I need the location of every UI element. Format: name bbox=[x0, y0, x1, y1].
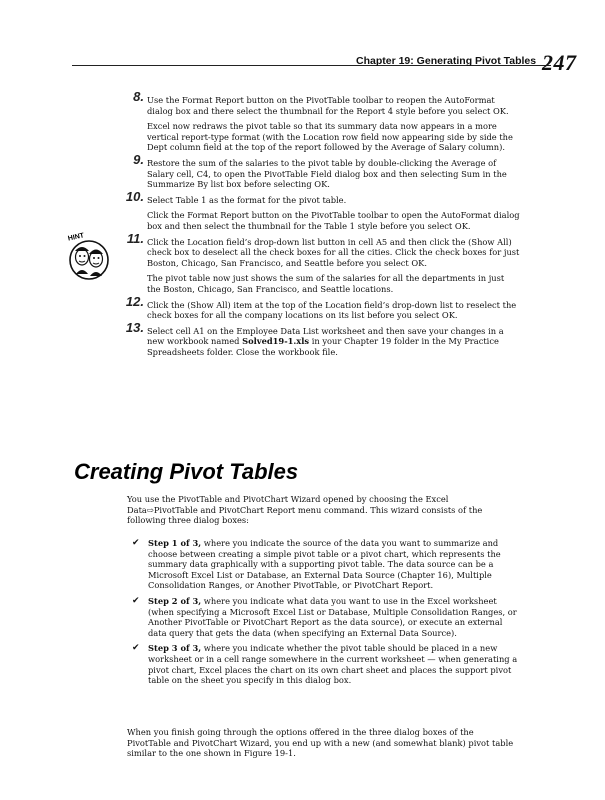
intro-paragraph: You use the PivotTable and PivotChart Wizard opened by choosing the Excel Data⇨PivotTable and PivotChart Report menu command. This wizard consists of the following three dialog boxes: bbox=[127, 494, 483, 526]
step-text: Use the Format Report button on the PivotTable toolbar to reopen the AutoFormat dialog box and there select the thumbnail for the Report 4 style before you select OK. bbox=[147, 95, 509, 116]
step-number: 8. bbox=[133, 89, 144, 104]
step-13 bbox=[120, 319, 520, 358]
list-item-text: where you indicate the source of the data you want to summarize and choose between creating a simple pivot table or a pivot chart, which represents the summary data graphically with a supporting pivot table. The data source can be a Microsoft Excel List or Database, an External Data Source (Chapter 16), Multiple Consolidation Ranges, or Another PivotTable, or PivotChart Report. bbox=[148, 538, 501, 591]
step-number: 10. bbox=[125, 188, 144, 204]
list-item-label: Step 3 of 3, bbox=[148, 643, 202, 654]
page-number: 247 bbox=[542, 50, 577, 75]
step-text: Click the (Show All) item at the top of the Location field’s drop-down list to reselect the check boxes for all the company locations on its list before you select OK. bbox=[147, 299, 517, 321]
step-number: 11. bbox=[126, 230, 144, 246]
step-text: Restore the sum of the salaries to the pivot table by double-clicking the Average of Salary cell, C4, to open the PivotTable Field dialog box and then selecting Sum in the Summarize By list box before selecting OK. bbox=[147, 157, 507, 190]
step-number: 9. bbox=[133, 151, 144, 167]
list-item-label: Step 1 of 3, bbox=[148, 538, 202, 548]
step-text: Excel now redraws the pivot table so that its summary data now appears in a more vertical report-type format (with the Location row field now appearing side by side the Dept column field at the top of the report followed by the Average of Salary column). bbox=[147, 121, 513, 153]
checkmark-icon: ✔ bbox=[132, 538, 140, 548]
numbered-steps bbox=[120, 89, 520, 362]
checkmark-icon: ✔ bbox=[132, 595, 140, 606]
list-item bbox=[132, 596, 520, 638]
closing-paragraph: When you finish going through the options offered in the three dialog boxes of the PivotTable and PivotChart Wizard, you end up with a new (and somewhat blank) pivot table similar to the one shown in Figure 19-1. bbox=[127, 727, 514, 759]
list-item-text: where you indicate what data you want to use in the Excel worksheet (when specifying a Microsoft Excel List or Database, Multiple Consolidation Ranges, or Another PivotTable or PivotChart Report as the data source), or execute an external data query that gets the data (when specifying an External Data Source). bbox=[148, 595, 517, 638]
list-item bbox=[132, 538, 520, 591]
section-title: Creating Pivot Tables bbox=[74, 459, 299, 484]
chapter-title: Chapter 19: Generating Pivot Tables bbox=[356, 55, 537, 67]
step-text: The pivot table now just shows the sum of the salaries for all the departments in just the Boston, Chicago, San Francisco, and Seattle locations. bbox=[147, 273, 505, 294]
step-12 bbox=[120, 293, 520, 321]
hint-label: HINT bbox=[67, 232, 85, 243]
list-item bbox=[132, 643, 520, 685]
step-number: 12. bbox=[125, 293, 144, 309]
step-text bbox=[147, 326, 520, 358]
step-8 bbox=[120, 89, 520, 153]
step-text-part: Select cell A1 on the Employee Data List worksheet and then save your changes in a new workbook named bbox=[147, 325, 504, 347]
wizard-steps-list bbox=[132, 538, 520, 691]
step-text-part: in your Chapter 19 folder in the My Practice Spreadsheets folder. Close the workbook file. bbox=[147, 336, 499, 357]
step-text: Click the Format Report button on the PivotTable toolbar to open the AutoFormat dialog box and then select the thumbnail for the Table 1 style before you select OK. bbox=[147, 210, 520, 231]
step-text: Select Table 1 as the format for the pivot table. bbox=[147, 194, 347, 205]
step-text: Click the Location field’s drop-down list button in cell A5 and then click the (Show All) check box to deselect all the check boxes for all the cities. Click the check boxes for just Boston, Chicago, San Francisco, and Seattle before you select OK. bbox=[147, 236, 520, 268]
list-item-label: Step 2 of 3, bbox=[148, 595, 202, 606]
step-9 bbox=[120, 151, 520, 190]
step-number: 13. bbox=[125, 319, 144, 335]
checkmark-icon: ✔ bbox=[132, 643, 140, 654]
step-11 bbox=[120, 230, 520, 295]
list-item-text: where you indicate whether the pivot table should be placed in a new worksheet or in a cell range somewhere in the current worksheet — when generating a pivot chart, Excel places the chart on its own chart sheet and places the support pivot table on the sheet you specify in this dialog box. bbox=[148, 643, 518, 686]
step-10 bbox=[120, 188, 520, 232]
hint-icon bbox=[66, 230, 112, 282]
file-name: Solved19-1.xls bbox=[242, 336, 310, 347]
